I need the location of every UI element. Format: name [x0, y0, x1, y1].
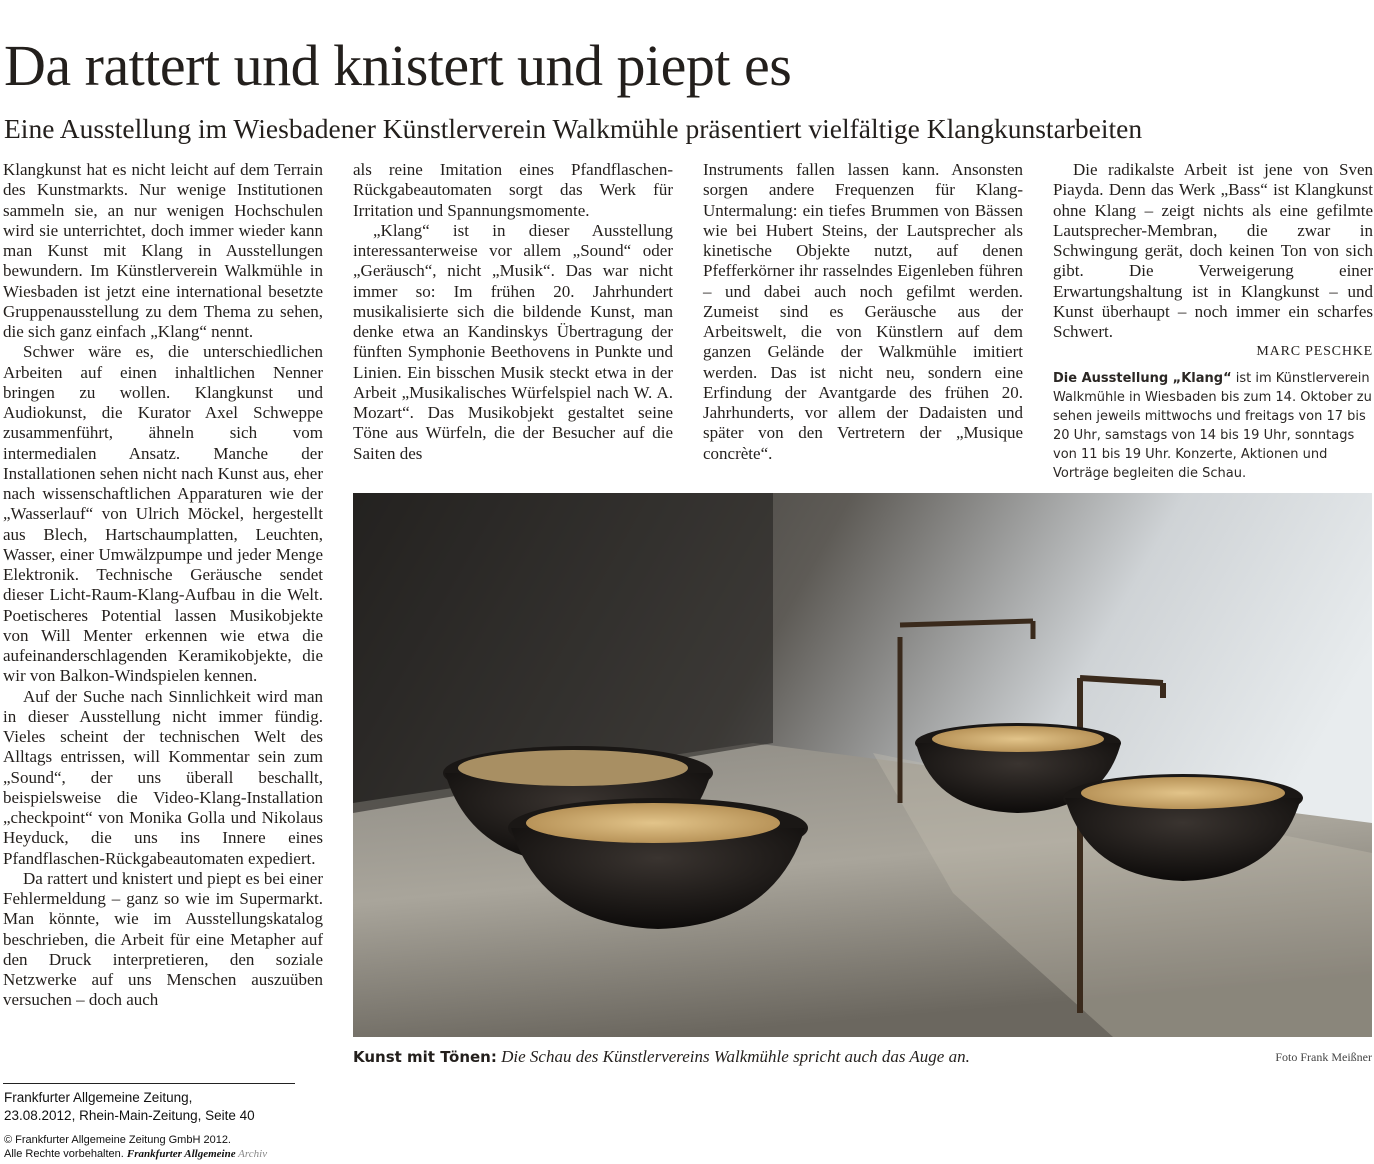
article-column-1 — [3, 160, 323, 1011]
subheadline: Eine Ausstellung im Wiesbadener Künstlerverein Walkmühle präsentiert vielfältige Klangkunstarbeiten — [4, 113, 1143, 144]
headline: Da rattert und knistert und piept es — [4, 33, 792, 98]
copyright-line-2 — [4, 1147, 267, 1161]
source-info — [4, 1089, 255, 1125]
photo-credit: Foto Frank Meißner — [1275, 1050, 1372, 1064]
paragraph: Schwer wäre es, die unterschiedlichen Arbeiten auf einen inhaltlichen Nenner bringen zu wollen. Klangkunst und Audiokunst, die Kurator Axel Schweppe zusammenführt, ähneln sich vom intermedialen Ansatz. Manche der Installationen sehen nicht nach Kunst aus, eher nach wissenschaftlichen Apparaturen wie der „Wasserlauf“ von Ulrich Möckel, hergestellt aus Blech, Hartschaumplatten, Leuchten, Wasser, einer Umwälzpumpe und jeder Menge Elektronik. Technische Geräusche sendet dieser Licht-Raum-Klang-Aufbau in die Welt. Poetischeres Potential lassen Musikobjekte von Will Menter erkennen wie etwa die aufeinanderschlagenden Keramikobjekte, die wir von Balkon-Windspielen kennen. — [3, 342, 323, 686]
author-name: MARC PESCHKE — [1256, 344, 1373, 360]
archive-logo-main: Frankfurter Allgemeine — [126, 1148, 236, 1160]
caption-label: Kunst mit Tönen: — [353, 1048, 497, 1066]
info-box-label: Die Ausstellung „Klang“ — [1053, 370, 1232, 386]
archive-logo-sub: Archiv — [235, 1148, 268, 1160]
rights-text: Alle Rechte vorbehalten. — [4, 1148, 124, 1160]
faz-archive-logo — [127, 1148, 267, 1160]
byline — [1053, 342, 1373, 362]
photo-caption — [353, 1046, 1372, 1068]
article-column-2 — [353, 160, 673, 464]
copyright — [4, 1133, 267, 1161]
article-column-3 — [703, 160, 1023, 464]
source-line: 23.08.2012, Rhein-Main-Zeitung, Seite 40 — [4, 1108, 255, 1123]
info-box — [1053, 369, 1373, 483]
source-divider — [3, 1083, 295, 1084]
paragraph: Klangkunst hat es nicht leicht auf dem Terrain des Kunstmarkts. Nur wenige Institutionen sammeln sie, an nur wenigen Hochschulen wird sie unterrichtet, doch immer wieder kann man Kunst mit Klang in Ausstellungen bewundern. Im Künstlerverein Walkmühle in Wiesbaden ist jetzt eine international besetzte Gruppenausstellung zu dem Thema zu sehen, die sich ganz einfach „Klang“ nennt. — [3, 160, 323, 341]
caption-text: Die Schau des Künstlervereins Walkmühle spricht auch das Auge an. — [496, 1047, 970, 1066]
info-box-text: ist im Künstlerverein Walkmühle in Wiesbaden bis zum 14. Oktober zu sehen jeweils mittwochs und freitags von 17 bis 20 Uhr, samstags von 14 bis 19 Uhr, sonntags von 11 bis 19 Uhr. Konzerte, Aktionen und Vorträge begleiten die Schau. — [1053, 370, 1372, 481]
paragraph: „Klang“ ist in dieser Ausstellung interessanterweise vor allem „Sound“ oder „Geräusch“, nicht „Musik“. Das war nicht immer so: Im frühen 20. Jahrhundert musikalisierte sich die bildende Kunst, man denke etwa an Kandinskys Übertragung der fünften Symphonie Beethovens in Punkte und Linien. Ein bisschen Musik steckt etwa in der Arbeit „Musikalisches Würfelspiel nach W. A. Mozart“. Das Musikobjekt gestaltet seine Töne aus Würfeln, die der Besucher auf die Saiten des — [353, 220, 673, 463]
paragraph: als reine Imitation eines Pfandflaschen-Rückgabeautomaten sorgt das Werk für Irritation und Spannungsmomente. — [353, 160, 673, 220]
source-line: Frankfurter Allgemeine Zeitung, — [4, 1090, 193, 1105]
article-column-4 — [1053, 160, 1373, 483]
paragraph: Die radikalste Arbeit ist jene von Sven Piayda. Denn das Werk „Bass“ ist Klangkunst ohne Klang – zeigt nichts als eine gefilmte Lautsprecher-Membran, die zwar in Schwingung gerät, doch keinen Ton von sich gibt. Die Verweigerung einer Erwartungshaltung ist in Klangkunst – und Kunst überhaupt – noch immer ein scharfes Schwert. — [1053, 160, 1373, 341]
paragraph: Auf der Suche nach Sinnlichkeit wird man in dieser Ausstellung nicht immer fündig. Vieles scheint der technischen Welt des Alltags entrissen, will Kommentar sein zum „Sound“, der uns überall beschallt, beispielsweise die Video-Klang-Installation „checkpoint“ von Monika Golla und Nikolaus Heyduck, die uns ins Innere eines Pfandflaschen-Rückgabeautomaten expediert. — [3, 686, 323, 868]
paragraph: Da rattert und knistert und piept es bei einer Fehlermeldung – ganz so wie im Supermarkt. Man könnte, wie im Ausstellungskatalog beschrieben, die Arbeit für eine Metapher auf den Druck interpretieren, den soziale Netzwerke auf uns Menschen auszuüben versuchen – doch auch — [3, 868, 323, 1010]
paragraph: Instruments fallen lassen kann. Ansonsten sorgen andere Frequenzen für Klang-Untermalung: ein tiefes Brummen von Bässen wie bei Hubert Steins, der Lautsprecher als kinetische Objekte nutzt, auf denen Pfefferkörner ihr rasselndes Eigenleben führen – und dabei auch noch gefilmt werden. Zumeist sind es Geräusche aus der Arbeitswelt, die von Künstlern auf dem ganzen Gelände der Walkmühle imitiert werden. Das ist nicht neu, sondern eine Erfindung der Avantgarde des frühen 20. Jahrhunderts, vor allem der Dadaisten und später von den Vertretern der „Musique concrète“. — [703, 160, 1023, 463]
copyright-line: © Frankfurter Allgemeine Zeitung GmbH 2012. — [4, 1134, 231, 1146]
exhibition-photo — [353, 493, 1372, 1037]
